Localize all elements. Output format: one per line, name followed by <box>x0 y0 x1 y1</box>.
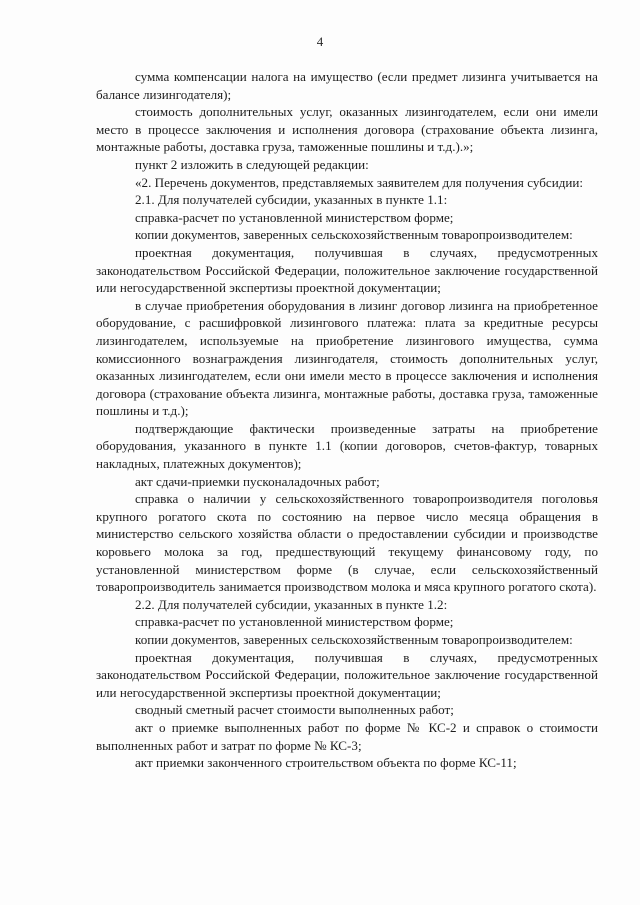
paragraph: сводный сметный расчет стоимости выполненных работ; <box>135 702 454 718</box>
paragraph: акт приемки законченного строительством объекта по форме КС-11; <box>135 755 517 771</box>
paragraph: акт сдачи-приемки пусконаладочных работ; <box>135 473 380 489</box>
paragraph: копии документов, заверенных сельскохозяйственным товаропроизводителем: <box>135 227 573 243</box>
paragraph: пункт 2 изложить в следующей редакции: <box>135 156 369 172</box>
paragraph: стоимость дополнительных услуг, оказанных лизингодателем, если они имели место в процессе заключения и исполнения договора (страхование объекта лизинга, монтажные работы, доставка груза, таможенные пошлины и т.д.).»; <box>96 104 598 155</box>
paragraph: «2. Перечень документов, представляемых заявителем для получения субсидии: <box>135 174 584 190</box>
paragraph: 2.2. Для получателей субсидии, указанных в пункте 1.2: <box>135 596 448 612</box>
paragraph: 2.1. Для получателей субсидии, указанных в пункте 1.1: <box>135 192 448 208</box>
paragraph: проектная документация, получившая в случаях, предусмотренных законодательством Российской Федерации, положительное заключение государственной или негосударственной экспертизы проектной документации; <box>96 649 598 700</box>
paragraph: в случае приобретения оборудования в лизинг договор лизинга на приобретенное оборудование, с расшифровкой лизингового платежа: плата за кредитные ресурсы лизингодателем, используемые на приобретение лизингового имущества, сумма комиссионного вознаграждения лизингодателя, стоимость дополнительных услуг, оказанных лизингодателем, если они имели место в процессе заключения и исполнения договора (страхование объекта лизинга, монтажные работы, доставка груза, таможенные пошлины и т.д.); <box>96 297 598 419</box>
paragraph: справка-расчет по установленной министерством форме; <box>135 614 454 630</box>
paragraph: копии документов, заверенных сельскохозяйственным товаропроизводителем: <box>135 632 573 647</box>
paragraph: акт о приемке выполненных работ по форме № КС-2 и справок о стоимости выполненных работ и затрат по форме № КС-3; <box>96 719 598 753</box>
document-body <box>96 68 598 772</box>
paragraph: справка о наличии у сельскохозяйственного товаропроизводителя поголовья крупного рогатого скота по состоянию на первое число месяца обращения в министерство сельского хозяйства области о предоставлении субсидии и производстве коровьего молока за год, предшествующий текущему финансовому году, по установленной министерством форме (в случае, если сельскохозяйственный товаропроизводитель занимается производством молока и мяса крупного рогатого скота). <box>96 491 598 595</box>
paragraph: справка-расчет по установленной министерством форме; <box>135 209 454 225</box>
page-number: 4 <box>316 34 324 49</box>
paragraph: подтверждающие фактически произведенные затраты на приобретение оборудования, указанного в пункте 1.1 (копии договоров, счетов-фактур, товарных накладных, платежных документов); <box>96 420 598 472</box>
paragraph: сумма компенсации налога на имущество (если предмет лизинга учитывается на балансе лизингодателя); <box>96 69 598 102</box>
paragraph: проектная документация, получившая в случаях, предусмотренных законодательством Российской Федерации, положительное заключение государственной или негосударственной экспертизы проектной документации; <box>96 244 598 296</box>
